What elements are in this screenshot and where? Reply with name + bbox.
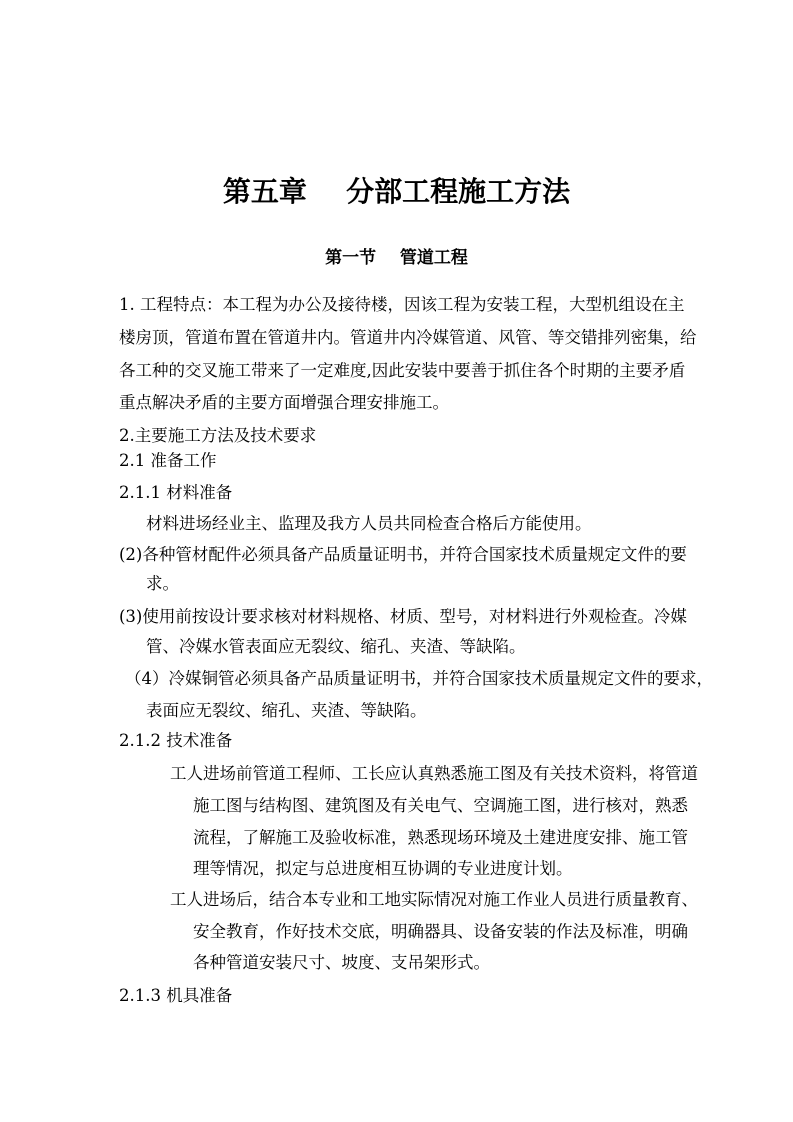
text-line: 楼房顶，管道布置在管道井内。管道井内冷媒管道、风管、等交错排列密集，给 <box>119 328 697 347</box>
text-line: 表面应无裂纹、缩孔、夹渣、等缺陷。 <box>146 701 427 720</box>
chapter-number: 第五章 <box>222 175 307 208</box>
text-line: 各工种的交叉施工带来了一定难度,因此安装中要善于抓住各个时期的主要矛盾 <box>119 361 686 380</box>
text-line: 工人进场后，结合本专业和工地实际情况对施工作业人员进行质量教育、 <box>170 890 698 909</box>
section-name: 管道工程 <box>399 248 468 268</box>
section-number: 第一节 <box>325 248 377 268</box>
heading-2-1-3: 2.1.3 机具准备 <box>119 986 233 1005</box>
text-line: 理等情况，拟定与总进度相互协调的专业进度计划。 <box>193 859 573 878</box>
text-line: 施工图与结构图、建筑图及有关电气、空调施工图，进行核对，熟悉 <box>193 796 688 815</box>
text-line: 各种管道安装尺寸、坡度、支吊架形式。 <box>193 953 490 972</box>
heading-2: 2.主要施工方法及技术要求 <box>119 426 317 445</box>
text-line: 流程，了解施工及验收标准，熟悉现场环境及土建进度安排、施工管 <box>193 828 688 847</box>
chapter-name: 分部工程施工方法 <box>346 175 571 208</box>
text-line: 管、冷媒水管表面应无裂纹、缩孔、夹渣、等缺陷。 <box>146 637 526 656</box>
text-line: 工人进场前管道工程师、工长应认真熟悉施工图及有关技术资料，将管道 <box>170 764 698 783</box>
heading-2-1-2: 2.1.2 技术准备 <box>119 731 233 750</box>
heading-2-1: 2.1 准备工作 <box>119 451 217 470</box>
text-line: 安全教育，作好技术交底，明确器具、设备安装的作法及标准，明确 <box>193 922 688 941</box>
section-title <box>0 243 793 268</box>
material-item-3: (3)使用前按设计要求核对材料规格、材质、型号，对材料进行外观检查。冷媒 <box>119 607 687 626</box>
material-item-2: (2)各种管材配件必须具备产品质量证明书，并符合国家技术质量规定文件的要 <box>119 545 687 564</box>
text-line: 1. 工程特点：本工程为办公及接待楼，因该工程为安装工程，大型机组设在主 <box>119 295 685 314</box>
material-item-4: （4）冷媒铜管必须具备产品质量证明书，并符合国家技术质量规定文件的要求， <box>125 669 713 688</box>
heading-2-1-1: 2.1.1 材料准备 <box>119 483 233 502</box>
text-line: 求。 <box>146 574 179 593</box>
material-item-1: 材料进场经业主、监理及我方人员共同检查合格后方能使用。 <box>146 514 592 533</box>
text-line: 重点解决矛盾的主要方面增强合理安排施工。 <box>119 393 449 412</box>
chapter-title <box>0 170 793 210</box>
